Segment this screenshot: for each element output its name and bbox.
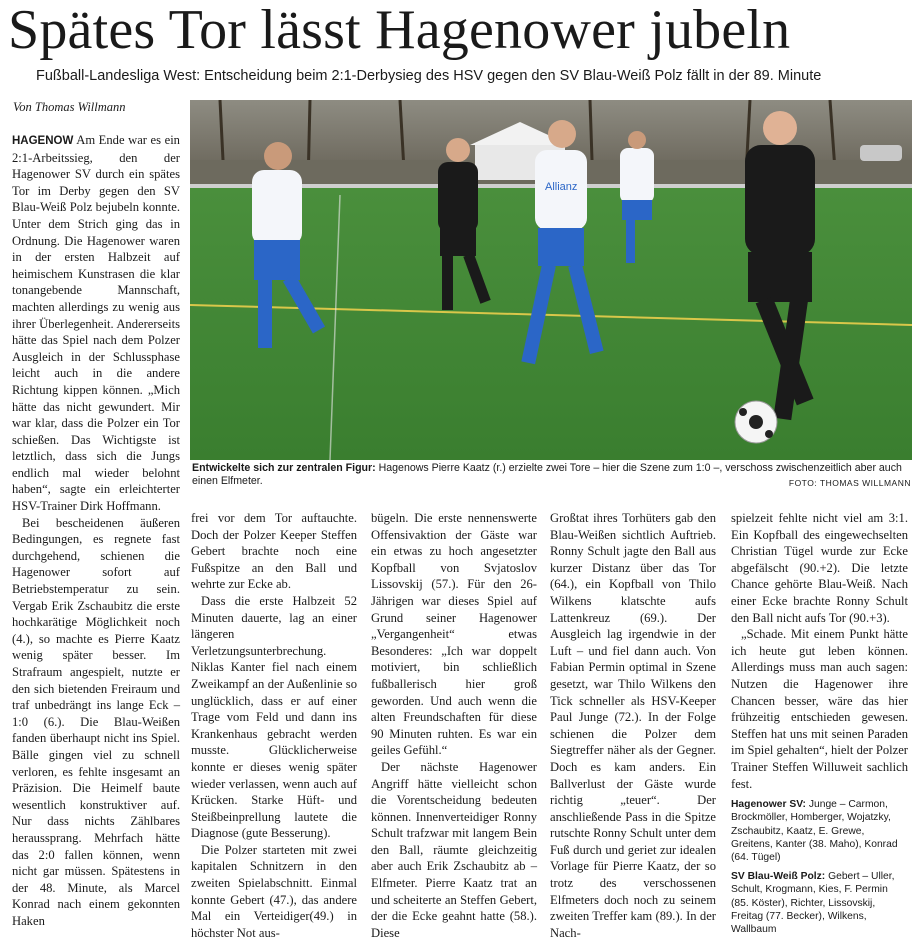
caption-text: Hagenows Pierre Kaatz (r.) erzielte zwei Tore – hier die Szene zum 1:0 –, verschoss zwischenzeitlich aber auch einen Elfmeter.	[192, 462, 902, 487]
column-3	[371, 510, 537, 941]
shirt-sponsor-text: Allianz	[545, 181, 578, 193]
column-5	[731, 510, 908, 936]
lineup-home-players: Junge – Carmon, Brockmöller, Homberger, Wojatzky, Zschaubitz, Kaatz, E. Grewe, Greitens, Kanter (38. Maho), Konrad (64. Tügel)	[731, 799, 898, 863]
dateline: HAGENOW	[12, 135, 74, 147]
caption-lead: Entwickelte sich zur zentralen Figur:	[192, 462, 376, 474]
lineup-home-team: Hagenower SV:	[731, 799, 806, 811]
headline: Spätes Tor lässt Hagenower jubeln	[8, 0, 791, 61]
lineup-away-team: SV Blau-Weiß Polz:	[731, 871, 826, 883]
paragraph-3: Dass die erste Halbzeit 52 Minuten dauerte, lag an einer längeren Verletzungsunterbrechung. Niklas Kanter fiel nach einem Zweikampf an der Außenlinie so unglücklich, dass er auf einer Trage vom Feld und dann ins Krankenhaus gebracht werden musste. Glücklicherweise konnte er dieses wenig später wieder verlassen, wenn auch auf Krücken. Starke Hüft- und Steißbeinprellung lautete die Diagnose (gute Besserung).	[191, 593, 357, 841]
football	[735, 401, 777, 443]
paragraph-1	[12, 132, 180, 515]
byline: Von Thomas Willmann	[13, 100, 126, 114]
paragraph-5-continued: Großtat ihres Torhüters gab den Blau-Weißen sichtlich Auftrieb. Ronny Schult jagte den Ball aus kurzer Distanz über das Tor (64.), ein Kopfball von Thilo Wilkens klatschte aufs Lattenkreuz (69.). Der Ausgleich lag irgendwie in der Luft – und fiel dann auch. Von Fabian Permin optimal in Szene gesetzt, war Thilo Wilkens den Tick schneller als HSV-Keeper Paul Junge (72.). In der Folge schienen die Polzer dem Siegtreffer näher als der Gegner. Doch es kam anders. Ein Ballverlust der Gäste wurde richtig „teuer“. Der anschließende Pass in die Spitze rutschte Ronny Schult unter dem Fuß durch und geriet zur idealen Vorlage für Pierre Kaatz, der so trotz des verschossenen Elfmeters doch noch zu seinem zweiten Treffer kam (89.). In der Nach-	[550, 511, 716, 940]
paragraph-4-continued: bügeln. Die erste nennenswerte Offensivaktion der Gäste war ein etwas zu hoch angesetzter Kopfball von Svjatoslov Lissovskij (57.). Für den 26-Jährigen war dieses Spiel auf Grund seiner Hagenower „Vergangenheit“ etwas Besonderes: „Ich war doppelt motiviert, bin schließlich fußballerisch hier groß geworden. Und auch wenn die alten Freundschaften für diese 90 Minuten ruhten. Es war ein geiles Gefühl.“	[371, 511, 537, 758]
lineup-away-players: Gebert – Uller, Schult, Krogmann, Kies, F. Permin (85. Köster), Richter, Lissovskij, Freitag (77. Becker), Wilkens, Wallbaum	[731, 871, 895, 935]
column-4	[550, 510, 716, 941]
paragraph-6: „Schade. Mit einem Punkt hätte ich heute gut leben können. Allerdings muss man auch sagen: Nutzen die Hagenower ihre Chancen besser, wäre das hier frühzeitig entschieden gewesen. Steffen hat uns mit seinen Paraden im Spiel gehalten“, hielt der Polzer Trainer Steffen Willuweit sachlich fest.	[731, 627, 908, 791]
photo-credit: FOTO: THOMAS WILLMANN	[788, 478, 911, 488]
lineup-away	[731, 870, 908, 936]
paragraph-4: Die Polzer starteten mit zwei kapitalen Schnitzern in den zweiten Spielabschnitt. Einmal konnte Gebert (47.), das andere Mal ein Verteidiger(49.) in höchster Not aus-	[191, 842, 357, 940]
paragraph-1-text: Am Ende war es ein 2:1-Arbeitssieg, den der Hagenower SV durch ein spätes Tor im Derby gegen den SV Blau-Weiß Polz bejubeln konnte. Unter dem Strich ging das in Ordnung. Die Hagenower waren in der ersten Halbzeit auf heimischem Kunstrasen die klar tonangebende Mannschaft, machten allerdings zu wenig aus ihrer Überlegenheit. Andererseits hätte das Spiel nach dem Polzer Ausgleich in der Schlussphase leicht auch in die andere Richtung kippen können. „Mich hätte das nicht gewundert. Mir war klar, dass die Polzer ein Tor schießen. Das Wichtigste ist letztlich, dass sich die Jungs endlich mal wieder belohnt haben“, sagte ein erleichterter HSV-Trainer Dirk Hoffmann.	[12, 133, 180, 514]
paragraph-5-end: spielzeit fehlte nicht viel am 3:1. Ein Kopfball des eingewechselten Christian Tügel wurde zur Ecke abgefälscht (90.+2). Die letzte Chance gehörte Blau-Weiß. Nach einer Ecke brachte Ronny Schult den Ball nicht aufs Tor (90.+3).	[731, 511, 908, 625]
subheadline: Fußball-Landesliga West: Entscheidung beim 2:1-Derbysieg des HSV gegen den SV Blau-Weiß Polz fällt in der 89. Minute	[36, 68, 822, 84]
paragraph-2: Bei bescheidenen äußeren Bedingungen, es regnete fast durchgehend, schienen die Hagenower sofort auf Betriebstemperatur zu sein. Vergab Erik Zschaubitz die erste hochkarätige Möglichkeit noch (4.), so machte es Pierre Kaatz wenig später besser. Im Strafraum angespielt, nutzte er den sich bietenden Freiraum und traf unbedrängt ins lange Eck – 1:0 (6.). Die Blau-Weißen fanden überhaupt nicht ins Spiel. Bälle gingen viel zu schnell verloren, es fehlte insgesamt an Präzision. Die Heimelf baute wesentlich konstruktiver auf. Nur dass nichts Zählbares heraussprang. Mehrfach hätte das 2:0 fallen können, wenn nicht gar müssen. Spätestens in der 48. Minute, als Marcel Konrad nach einem gekonnten Haken	[12, 515, 180, 928]
lineup-home	[731, 798, 908, 864]
column-1	[12, 132, 180, 930]
paragraph-2-continued: frei vor dem Tor auftauchte. Doch der Polzer Keeper Steffen Gebert brachte noch eine Fußspitze an den Ball und wehrte zur Ecke ab.	[191, 511, 357, 592]
paragraph-5: Der nächste Hagenower Angriff hätte vielleicht schon die Vorentscheidung bedeuten können. Innenverteidiger Ronny Schult trafzwar mit langem Bein den Ball, räumte gleichzeitig aber auch Erik Zschaubitz ab – Elfmeter. Pierre Kaatz trat an und scheiterte an Steffen Gebert, der die Ecke geahnt hatte (58.). Diese	[371, 759, 537, 940]
match-photo	[190, 100, 912, 460]
football-scene-illustration	[190, 100, 912, 460]
column-2	[191, 510, 357, 941]
